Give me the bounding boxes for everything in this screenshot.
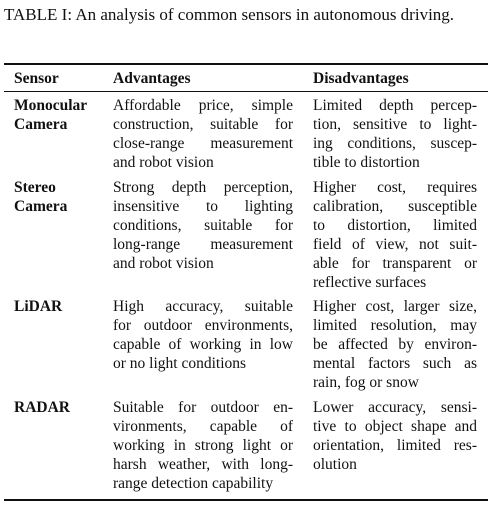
sensor-name-line: Monocular <box>14 97 88 114</box>
disadvantages-line: ing conditions, suscep- <box>313 135 477 152</box>
advantages-line: range detection capability <box>113 475 274 492</box>
disadvantages-line: calibration, susceptible <box>313 198 477 215</box>
header-advantages: Advantages <box>113 70 191 87</box>
advantages-line: for outdoor environments, <box>113 317 293 334</box>
advantages-line: or no light conditions <box>113 355 247 372</box>
disadvantages-line: to distortion, limited <box>313 217 477 234</box>
advantages-line: Strong depth perception, <box>113 179 293 196</box>
disadvantages-line: Limited depth percep- <box>313 97 477 114</box>
disadvantages-line: orientation, limited res- <box>313 437 477 454</box>
table-row-radar-sensor <box>14 398 110 417</box>
table-row-radar-disadvantages <box>313 398 477 474</box>
advantages-line: working in strong light or <box>113 437 293 454</box>
table-bottom-rule <box>4 499 488 501</box>
table-row-lidar-advantages <box>113 297 293 373</box>
disadvantages-line: Higher cost, larger size, <box>313 298 477 315</box>
disadvantages-line: rain, fog or snow <box>313 374 419 391</box>
table-top-rule <box>4 63 488 65</box>
disadvantages-line: olution <box>313 456 357 473</box>
advantages-line: conditions, suitable for <box>113 217 293 234</box>
advantages-line: Suitable for outdoor en- <box>113 399 293 416</box>
disadvantages-line: mental factors such as <box>313 355 477 372</box>
advantages-line: insensitive to lighting <box>113 198 293 215</box>
sensor-name-line: LiDAR <box>14 298 63 315</box>
table-row-monocular-sensor <box>14 96 110 134</box>
table-row-monocular-disadvantages <box>313 96 477 172</box>
table-row-stereo-sensor <box>14 178 110 216</box>
disadvantages-line: field of view, not suit- <box>313 236 477 253</box>
disadvantages-line: able for transparent or <box>313 255 477 272</box>
advantages-line: High accuracy, suitable <box>113 298 293 315</box>
advantages-line: and robot vision <box>113 255 214 272</box>
sensor-name-line: RADAR <box>14 399 70 416</box>
advantages-line: construction, suitable for <box>113 116 293 133</box>
table-row-stereo-advantages <box>113 178 293 273</box>
table-row-monocular-advantages <box>113 96 293 172</box>
disadvantages-line: limited resolution, may <box>313 317 477 334</box>
sensor-name-line: Stereo <box>14 179 56 196</box>
table-row-radar-advantages <box>113 398 293 493</box>
disadvantages-line: tible to distortion <box>313 154 420 171</box>
advantages-line: long-range measurement <box>113 236 293 253</box>
advantages-line: and robot vision <box>113 154 214 171</box>
advantages-line: Affordable price, simple <box>113 97 293 114</box>
table-header-rule <box>4 91 488 92</box>
disadvantages-line: tion, sensitive to light- <box>313 116 477 133</box>
table-row-stereo-disadvantages <box>313 178 477 292</box>
disadvantages-line: Lower accuracy, sensi- <box>313 399 477 416</box>
header-disadvantages: Disadvantages <box>313 70 409 87</box>
disadvantages-line: Higher cost, requires <box>313 179 477 196</box>
advantages-line: close-range measurement <box>113 135 293 152</box>
table-row-lidar-sensor <box>14 297 110 316</box>
disadvantages-line: be affected by environ- <box>313 336 477 353</box>
advantages-line: harsh weather, with long- <box>113 456 293 473</box>
header-sensor: Sensor <box>14 70 59 87</box>
sensor-name-line: Camera <box>14 116 68 133</box>
sensor-name-line: Camera <box>14 198 68 215</box>
table-row-lidar-disadvantages <box>313 297 477 392</box>
advantages-line: capable of working in low <box>113 336 293 353</box>
disadvantages-line: tive to object shape and <box>313 418 477 435</box>
table-caption: TABLE I: An analysis of common sensors in autonomous driving. <box>4 5 455 24</box>
disadvantages-line: reflective surfaces <box>313 274 427 291</box>
advantages-line: vironments, capable of <box>113 418 293 435</box>
